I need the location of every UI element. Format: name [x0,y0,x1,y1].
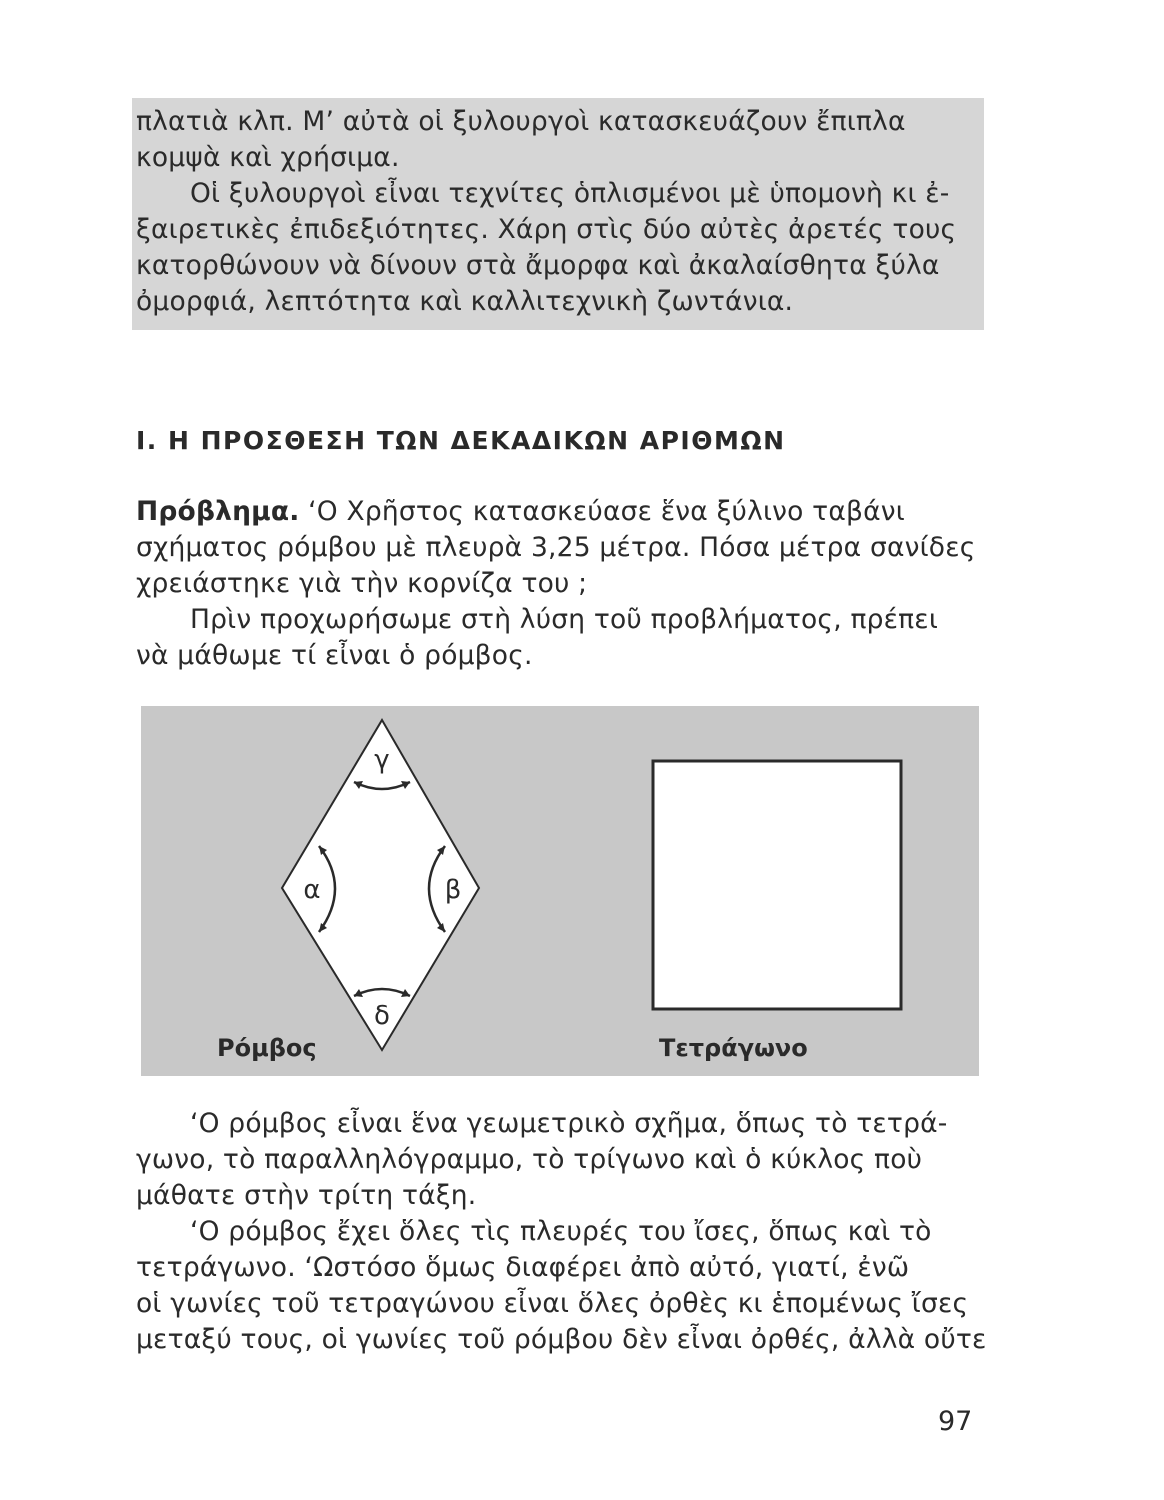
body-line-5: τετράγωνο. ‘Ωστόσο ὅμως διαφέρει ἀπὸ αὐτό, γιατί, ἐνῶ [136,1252,910,1283]
top-box-line-5: κατορθώνουν νὰ δίνουν στὰ ἄμορφα καὶ ἀκαλαίσθητα ξύλα [136,250,940,281]
section-heading: Ι. Η ΠΡΟΣΘΕΣΗ ΤΩΝ ΔΕΚΑΔΙΚΩΝ ΑΡΙΘΜΩΝ [136,426,786,455]
angle-label-beta: β [444,875,462,905]
problem-line-3: χρειάστηκε γιὰ τὴν κορνίζα του ; [136,568,588,599]
angle-label-gamma: γ [374,745,390,775]
top-box-line-4: ξαιρετικὲς ἐπιδεξιότητες. Χάρη στὶς δύο αὐτὲς ἀρετές τους [136,214,957,245]
rhombus-caption: Ρόμβος [217,1034,317,1062]
body-line-7: μεταξύ τους, οἱ γωνίες τοῦ ρόμβου δὲν εἶναι ὀρθές, ἀλλὰ οὔτε [136,1324,987,1355]
problem-line-1 [136,494,905,530]
problem-line-2: σχήματος ρόμβου μὲ πλευρὰ 3,25 μέτρα. Πόσα μέτρα σανίδες [136,532,976,563]
shapes-drawing [141,706,979,1076]
problem-label: Πρόβλημα. [136,496,300,527]
square-caption: Τετράγωνο [659,1034,808,1062]
top-box-line-1: πλατιὰ κλπ. Μ’ αὐτὰ οἱ ξυλουργοὶ κατασκευάζουν ἔπιπλα [136,106,906,137]
angle-label-delta: δ [374,1001,390,1031]
top-box-line-6: ὀμορφιά, λεπτότητα καὶ καλλιτεχνικὴ ζωντάνια. [136,286,794,317]
top-box-line-3: Οἱ ξυλουργοὶ εἶναι τεχνίτες ὁπλισμένοι μὲ ὑπομονὴ κι ἐ- [190,178,950,209]
problem-text-start: ‘Ο Χρῆστος κατασκεύασε ἕνα ξύλινο ταβάνι [299,496,905,527]
top-box-line-2: κομψὰ καὶ χρήσιμα. [136,142,400,173]
shapes-figure [141,706,979,1076]
problem-line-5: νὰ μάθωμε τί εἶναι ὁ ρόμβος. [136,640,533,671]
problem-line-4: Πρὶν προχωρήσωμε στὴ λύση τοῦ προβλήματος, πρέπει [190,604,938,635]
body-line-4: ‘Ο ρόμβος ἔχει ὅλες τὶς πλευρές του ἴσες, ὅπως καὶ τὸ [190,1216,932,1247]
square-shape [653,761,901,1009]
angle-label-alpha: α [303,875,321,905]
body-line-3: μάθατε στὴν τρίτη τάξη. [136,1180,477,1211]
body-line-2: γωνο, τὸ παραλληλόγραμμο, τὸ τρίγωνο καὶ ὁ κύκλος ποὺ [136,1144,923,1175]
body-line-1: ‘Ο ρόμβος εἶναι ἕνα γεωμετρικὸ σχῆμα, ὅπως τὸ τετρά- [190,1108,948,1139]
page-number: 97 [938,1406,973,1437]
body-line-6: οἱ γωνίες τοῦ τετραγώνου εἶναι ὅλες ὀρθὲς κι ἑπομένως ἴσες [136,1288,969,1319]
